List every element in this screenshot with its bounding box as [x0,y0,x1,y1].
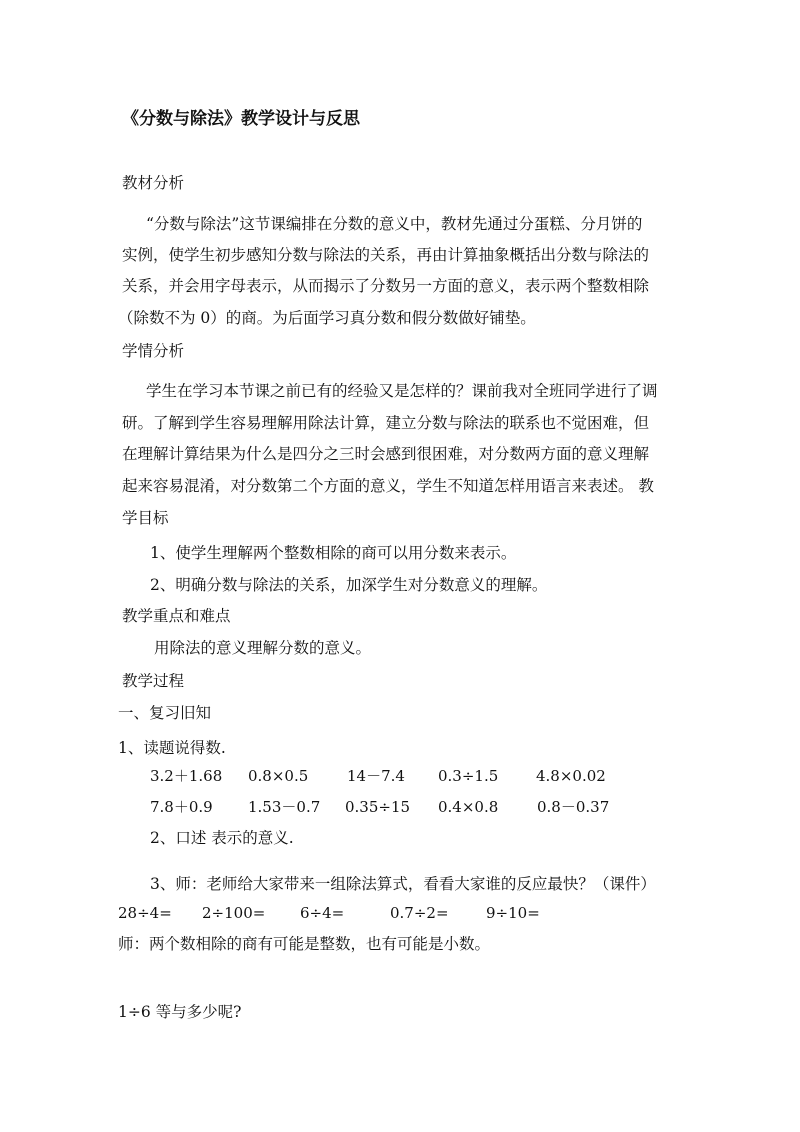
student-line: 研。了解到学生容易理解用除法计算，建立分数与除法的联系也不觉困难，但 [122,414,650,432]
division-item: 2÷100= [202,904,266,922]
calc-item: 3.2＋1.68 [150,767,223,785]
calc-item: 4.8×0.02 [536,767,606,785]
analysis-line: 关系，并会用字母表示，从而揭示了分数另一方面的意义，表示两个整数相除 [122,277,650,295]
student-line: 学目标 [122,509,169,527]
key-text: 用除法的意义理解分数的意义。 [154,639,372,657]
calc-item: 7.8＋0.9 [150,798,213,816]
student-line: 起来容易混淆，对分数第二个方面的意义，学生不知道怎样用语言来表述。 教 [122,477,654,495]
step-1: 1、读题说得数. [118,739,226,757]
student-heading: 学情分析 [122,342,185,360]
calc-item: 1.53－0.7 [248,798,321,816]
division-item: 9÷10= [486,904,540,922]
division-item: 0.7÷2= [390,904,449,922]
review-heading: 一、复习旧知 [118,704,212,722]
analysis-line: 实例，使学生初步感知分数与除法的关系，再由计算抽象概括出分数与除法的 [122,246,650,264]
student-line: 在理解计算结果为什么是四分之三时会感到很困难，对分数两方面的意义理解 [122,445,650,463]
calc-item: 0.3÷1.5 [438,767,499,785]
student-line: 学生在学习本节课之前已有的经验又是怎样的？课前我对全班同学进行了调 [146,382,658,400]
division-item: 28÷4= [118,904,172,922]
teacher-line: 师：两个数相除的商有可能是整数，也有可能是小数。 [118,935,491,953]
calc-item: 0.8－0.37 [537,798,610,816]
goal-item: 2、明确分数与除法的关系，加深学生对分数意义的理解。 [150,576,548,594]
calc-item: 0.8×0.5 [248,767,309,785]
goal-item: 1、使学生理解两个整数相除的商可以用分数来表示。 [150,544,517,562]
document-title: 《分数与除法》教学设计与反思 [122,109,360,129]
analysis-line: “分数与除法”这节课编排在分数的意义中，教材先通过分蛋糕、分月饼的 [146,215,643,233]
calc-item: 0.4×0.8 [438,798,499,816]
calc-item: 0.35÷15 [345,798,411,816]
question-line: 1÷6 等与多少呢? [118,1003,242,1021]
analysis-line: （除数不为 0）的商。为后面学习真分数和假分数做好铺垫。 [118,309,536,327]
process-heading: 教学过程 [122,672,185,690]
step-2: 2、口述 表示的意义. [150,829,294,847]
calc-item: 14－7.4 [347,767,405,785]
key-heading: 教学重点和难点 [122,607,231,625]
analysis-heading: 教材分析 [122,174,185,192]
division-item: 6÷4= [300,904,345,922]
step-3: 3、师：老师给大家带来一组除法算式，看看大家谁的反应最快？（课件） [150,875,656,893]
